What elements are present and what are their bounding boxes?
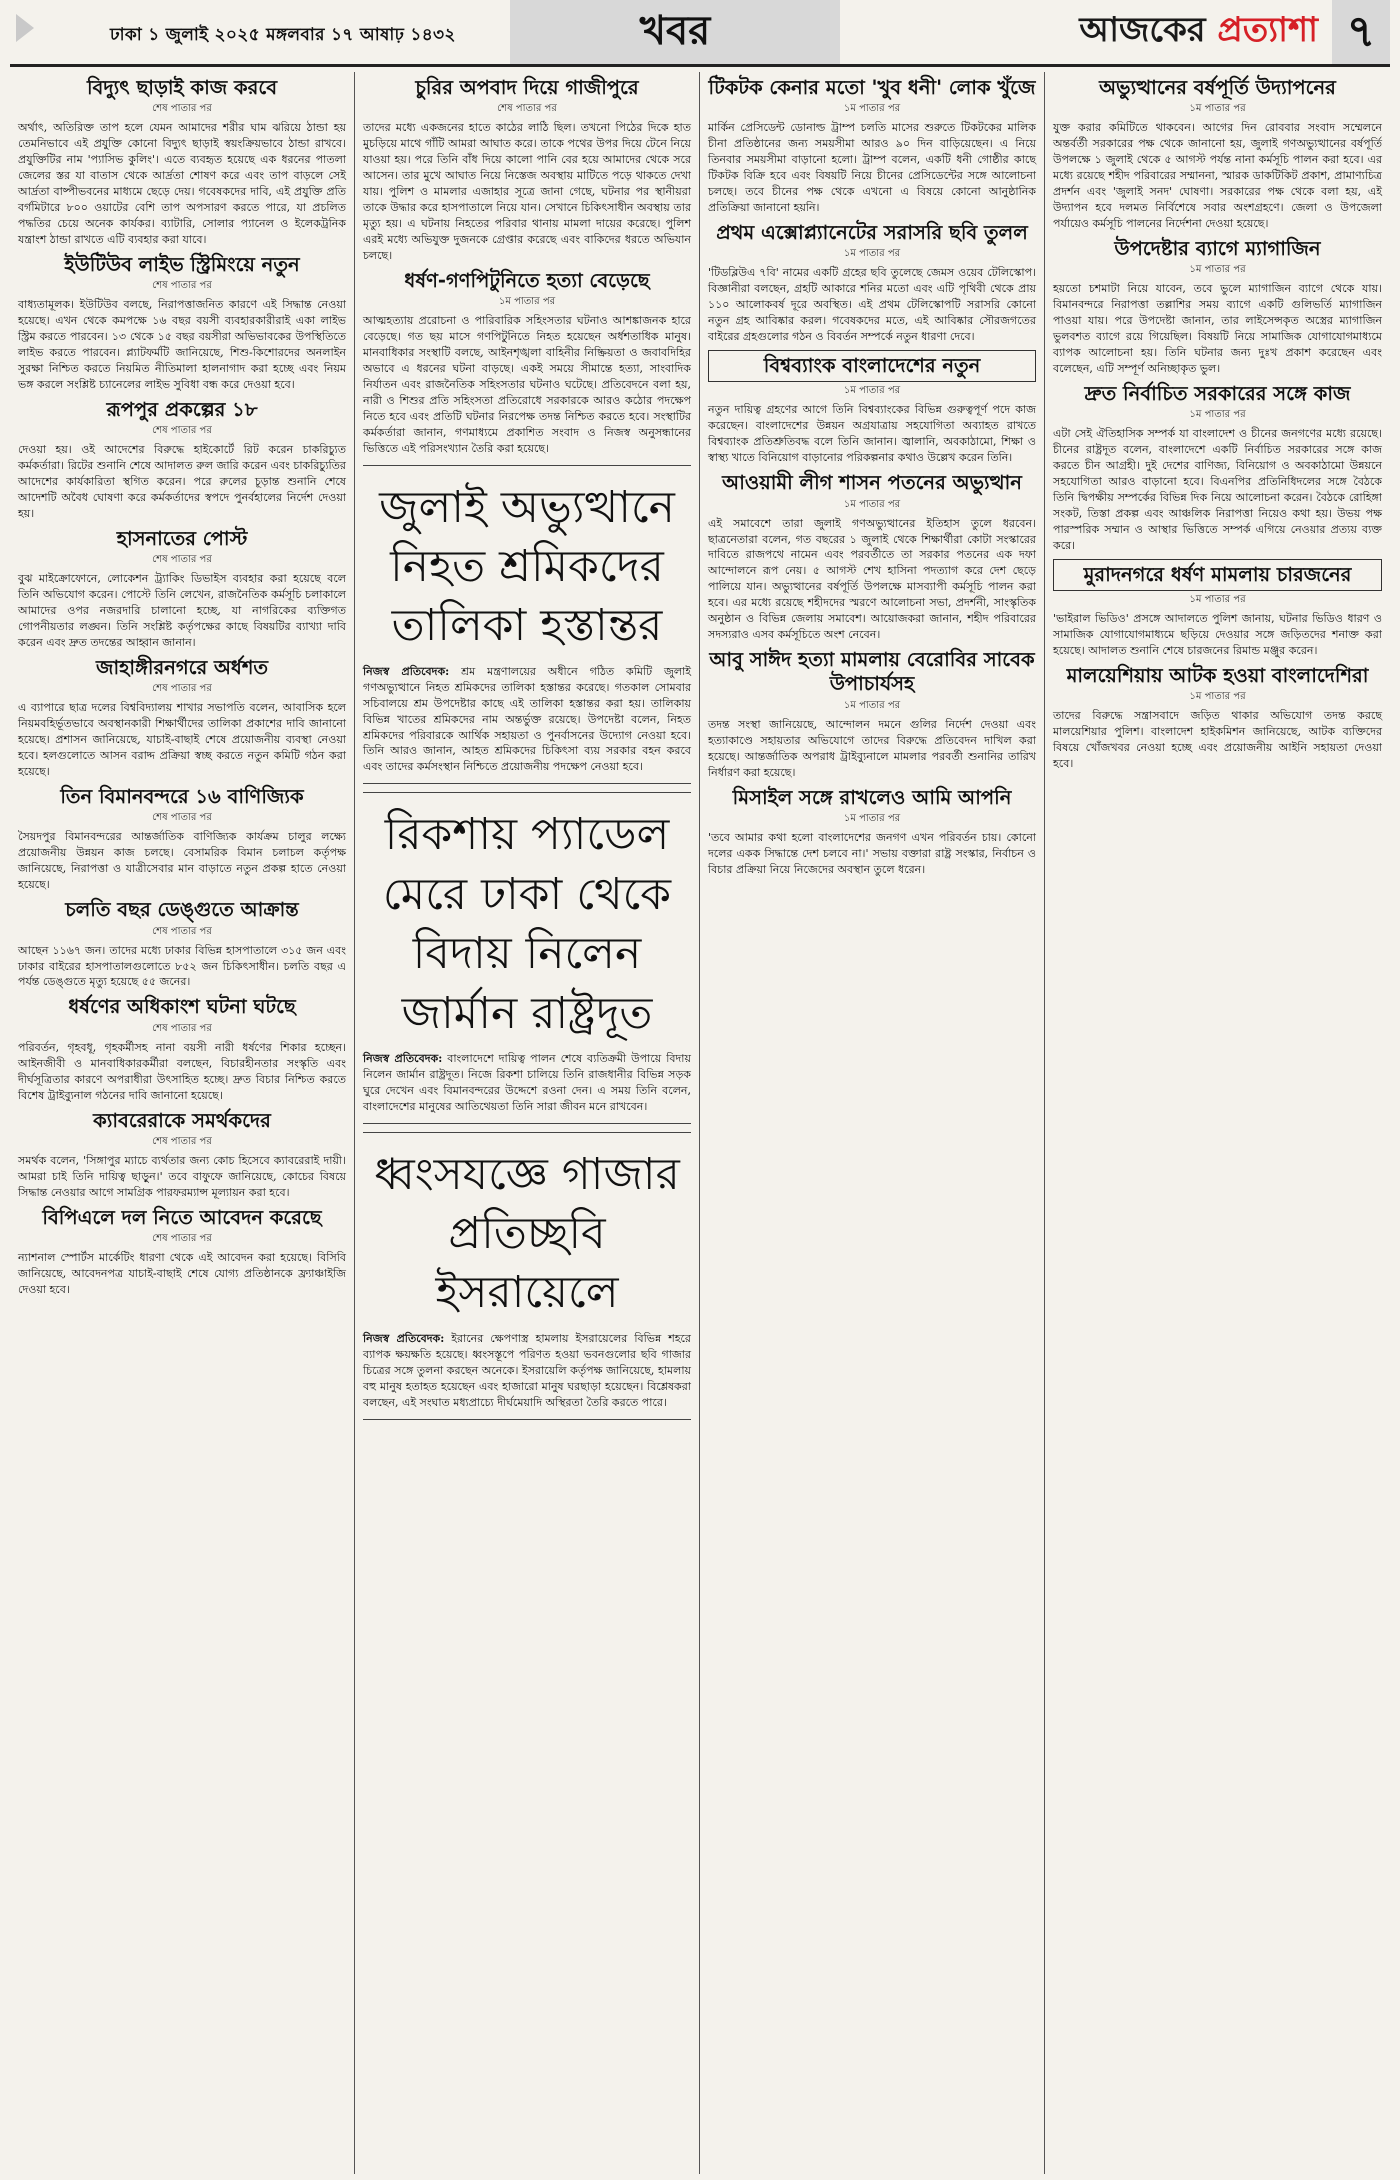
- story: [18, 995, 346, 1103]
- column-2: [355, 72, 700, 2174]
- continuation-note: শেষ পাতার পর: [152, 925, 212, 937]
- story: [1053, 664, 1382, 772]
- story: [363, 76, 691, 264]
- story-headline: ধর্ষণের অধিকাংশ ঘটনা ঘটছে: [68, 995, 296, 1019]
- article-columns: [10, 72, 1390, 2174]
- logo-part-2: প্রত্যাশা: [1217, 10, 1318, 50]
- story: [18, 1206, 346, 1298]
- continuation-note: ১ম পাতার পর: [843, 248, 901, 260]
- story-headline: দ্রুত নির্বাচিত সরকারের সঙ্গে কাজ: [1084, 381, 1351, 405]
- story-headline: বিদ্যুৎ ছাড়াই কাজ করবে: [86, 76, 278, 99]
- continuation-note: ১ম পাতার পর: [1189, 103, 1246, 115]
- logo-part-1: আজকের: [1079, 10, 1206, 50]
- feature-headline: রিকশায় প্যাডেল মেরে ঢাকা থেকে বিদায় নিলেন জার্মান রাষ্ট্রদূত: [382, 809, 672, 1039]
- section-title: খবর: [510, 0, 840, 64]
- story-body: সমর্থক বলেন, 'সিঙ্গাপুর ম্যাচে ব্যর্থতার জন্য কোচ হিসেবে ক্যাবরেরাই দায়ী। আমরা চাই তিনি দায়িত্ব ছাড়ুন।' তবে বাফুফে জানিয়েছে, কোচের বিষয়ে সিদ্ধান্ত নেওয়ার আগে সামগ্রিক পারফরম্যান্স মূল্যায়ন করা হবে।: [18, 1153, 346, 1199]
- continuation-note: ১ম পাতার পর: [843, 385, 901, 397]
- story-body: বাধ্যতামূলক। ইউটিউব বলছে, নিরাপত্তাজনিত কারণে এই সিদ্ধান্ত নেওয়া হয়েছে। এখন থেকে কমপক্ষে ১৬ বছর বয়সী ব্যবহারকারীরাই একা লাইভ স্ট্রিম করতে পারবেন। ১৩ থেকে ১৫ বছর বয়সীরা অভিভাবকের উপস্থিতিতে লাইভ করতে পারবেন। প্ল্যাটফর্মটি জানিয়েছে, শিশু-কিশোরদের অনলাইন সুরক্ষা নিশ্চিত করতে নিয়মিত নীতিমালা হালনাগাদ করা হচ্ছে এবং নিয়ম ভঙ্গ করলে সংশ্লিষ্ট চ্যানেলের লাইভ সুবিধা বন্ধ করে দেওয়া হবে।: [18, 298, 346, 391]
- feature-story: [363, 1132, 691, 1420]
- feature-body: [363, 1051, 691, 1115]
- story-headline: আবু সাঈদ হত্যা মামলায় বেরোবির সাবেক উপাচার্যসহ: [709, 648, 1035, 696]
- newspaper-logo: [1079, 6, 1318, 54]
- story: [18, 898, 346, 990]
- byline: নিজস্ব প্রতিবেদক:: [363, 1331, 445, 1345]
- story: [18, 527, 346, 651]
- story: [708, 221, 1036, 345]
- story: [18, 398, 346, 522]
- continuation-note: শেষ পাতার পর: [152, 812, 212, 824]
- story-body: আত্মহত্যায় প্ররোচনা ও পারিবারিক সহিংসতার ঘটনাও আশঙ্কাজনক হারে বেড়েছে। গত ছয় মাসে গণপিটুনিতে নিহত হয়েছেন অর্ধশতাধিক মানুষ। মানবাধিকার সংস্থাটি বলছে, আইনশৃঙ্খলা বাহিনীর নিষ্ক্রিয়তা ও জবাবদিহির অভাবে এ ধরনের ঘটনা বাড়ছে। একই সময়ে সীমান্তে হত্যা, সাংবাদিক নির্যাতন এবং রাজনৈতিক সহিংসতার ঘটনাও ঘটেছে। প্রতিবেদনে বলা হয়, নারী ও শিশুর প্রতি সহিংসতা প্রতিরোধে সরকারকে আরও কঠোর পদক্ষেপ নিতে হবে এবং প্রতিটি ঘটনার নিরপেক্ষ তদন্ত নিশ্চিত করতে হবে। সংস্থাটির কর্মকর্তারা জানান, গণমাধ্যমে প্রকাশিত সংবাদ ও নিজস্ব অনুসন্ধানের ভিত্তিতে এই পরিসংখ্যান তৈরি করা হয়েছে।: [363, 314, 691, 455]
- continuation-note: শেষ পাতার পর: [152, 1135, 212, 1147]
- story-headline: জাহাঙ্গীরনগরে অর্ধশত: [96, 656, 268, 679]
- story-body: পরিবর্তন, গৃহবধূ, গৃহকর্মীসহ নানা বয়সী নারী ধর্ষণের শিকার হচ্ছেন। আইনজীবী ও মানবাধিকারকর্মীরা বলছেন, বিচারহীনতার সংস্কৃতি এবং দীর্ঘসূত্রিতার কারণে অপরাধীরা উৎসাহিত হচ্ছে। দ্রুত বিচার নিশ্চিত করতে বিশেষ ট্রাইব্যুনাল গঠনের দাবি জানানো হয়েছে।: [18, 1040, 346, 1102]
- story-headline: আওয়ামী লীগ শাসন পতনের অভ্যুত্থান: [722, 471, 1022, 495]
- story-headline: ইউটিউব লাইভ স্ট্রিমিংয়ে নতুন: [64, 252, 300, 276]
- story: [708, 350, 1036, 466]
- column-1: [10, 72, 355, 2174]
- story: [708, 648, 1036, 781]
- continuation-note: শেষ পাতার পর: [152, 103, 212, 115]
- story-headline: রূপপুর প্রকল্পের ১৮: [106, 397, 258, 421]
- story-body: দেওয়া হয়। ওই আদেশের বিরুদ্ধে হাইকোর্টে রিট করেন চাকরিচ্যুত কর্মকর্তারা। রিটের শুনানি শেষে আদালত রুল জারি করেন এবং চাকরিচ্যুতির আদেশের কার্যকারিতা স্থগিত করেন। পরে রুলের চূড়ান্ত শুনানি শেষে আদেশটি অবৈধ ঘোষণা করে কর্মকর্তাদের স্বপদে পুনর্বহালের নির্দেশ দেওয়া হয়।: [18, 443, 346, 520]
- continuation-note: ১ম পাতার পর: [498, 296, 556, 308]
- continuation-note: শেষ পাতার পর: [152, 1233, 212, 1245]
- continuation-note: ১ম পাতার পর: [1189, 594, 1246, 606]
- byline: নিজস্ব প্রতিবেদক:: [363, 1051, 443, 1065]
- story: [1053, 382, 1382, 554]
- story: [708, 786, 1036, 878]
- feature-body: [363, 664, 691, 776]
- feature-headline: জুলাই অভ্যুত্থানে নিহত শ্রমিকদের তালিকা হস্তান্তর: [379, 481, 675, 652]
- continuation-note: শেষ পাতার পর: [152, 280, 212, 292]
- story-body: 'টিডব্লিউএ ৭বি' নামের একটি গ্রহের ছবি তুলেছে জেমস ওয়েব টেলিস্কোপ। বিজ্ঞানীরা বলছেন, গ্রহটি আকারে শনির মতো এবং এটি পৃথিবী থেকে প্রায় ১১০ আলোকবর্ষ দূরে অবস্থিত। এই প্রথম টেলিস্কোপটি সরাসরি কোনো নতুন গ্রহ আবিষ্কার করল। গবেষকদের মতে, এই আবিষ্কার সৌরজগতের বাইরের গ্রহগুলোর গঠন ও বিবর্তন সম্পর্কে নতুন ধারণা দেবে।: [708, 266, 1036, 344]
- story-headline: টিকটক কেনার মতো 'খুব ধনী' লোক খুঁজে: [708, 76, 1036, 99]
- feature-story: [363, 465, 691, 785]
- story-body: ন্যাশনাল স্পোর্টস মার্কেটিং ধারণা থেকে এই আবেদন করা হয়েছে। বিসিবি জানিয়েছে, আবেদনপত্র যাচাই-বাছাই শেষে যোগ্য প্রতিষ্ঠানকে ফ্র্যাঞ্চাইজি দেওয়া হবে।: [18, 1251, 346, 1296]
- story-headline: ক্যাবরেরাকে সমর্থকদের: [93, 1108, 271, 1132]
- continuation-note: শেষ পাতার পর: [152, 425, 212, 437]
- story-body: যুক্ত করার কমিটিতে থাকবেন। আগের দিন রোববার সংবাদ সম্মেলনে অন্তর্বর্তী সরকারের পক্ষ থেকে জানানো হয়, জুলাই গণঅভ্যুত্থানের বর্ষপূর্তি উপলক্ষে ১ জুলাই থেকে ৫ আগস্ট পর্যন্ত নানা কর্মসূচি পালন করা হবে। এর মধ্যে রয়েছে শহীদ পরিবারের সম্মাননা, স্মারক ডাকটিকিট প্রকাশ, প্রামাণ্যচিত্র প্রদর্শন এবং 'জুলাই সনদ' ঘোষণা। সরকারের পক্ষ থেকে বলা হয়, এই উদ্যাপন হবে দলমত নির্বিশেষে সবার অংশগ্রহণে। জেলা ও উপজেলা পর্যায়েও কর্মসূচি পালনের নির্দেশনা দেওয়া হয়েছে।: [1053, 121, 1382, 230]
- story-headline: মালয়েশিয়ায় আটক হওয়া বাংলাদেশিরা: [1066, 664, 1369, 687]
- story-body: আছেন ১১৬৭ জন। তাদের মধ্যে ঢাকার বিভিন্ন হাসপাতালে ৩১৫ জন এবং ঢাকার বাইরের হাসপাতালগুলোতে ৮৫২ জন চিকিৎসাধীন। চলতি বছর এ পর্যন্ত ডেঙ্গুতে মৃত্যু হয়েছে ৫৫ জনের।: [18, 943, 346, 989]
- story-headline: তিন বিমানবন্দরে ১৬ বাণিজ্যিক: [60, 785, 304, 809]
- story-headline: অভ্যুত্থানের বর্ষপূর্তি উদ্যাপনের: [1099, 76, 1336, 99]
- story-body: তদন্ত সংস্থা জানিয়েছে, আন্দোলন দমনে গুলির নির্দেশ দেওয়া এবং হত্যাকাণ্ডে সহায়তার অভিযোগে তাদের বিরুদ্ধে প্রতিবেদন দাখিল করা হয়েছে। আন্তর্জাতিক অপরাধ ট্রাইব্যুনালে মামলার পরবর্তী শুনানির তারিখ নির্ধারণ করা হয়েছে।: [708, 717, 1036, 779]
- story: [1053, 76, 1382, 232]
- story: [18, 656, 346, 780]
- story: [18, 1109, 346, 1201]
- feature-story: [363, 792, 691, 1123]
- masthead: [10, 0, 1390, 67]
- story-body: নতুন দায়িত্ব গ্রহণের আগে তিনি বিশ্বব্যাংকের বিভিন্ন গুরুত্বপূর্ণ পদে কাজ করেছেন। বাংলাদেশের উন্নয়ন অগ্রযাত্রায় সহযোগিতা অব্যাহত রাখতে বিশ্বব্যাংক প্রতিশ্রুতিবদ্ধ বলে তিনি জানান। জ্বালানি, অবকাঠামো, শিক্ষা ও স্বাস্থ্য খাতে বিনিয়োগ বাড়ানোর পরিকল্পনার কথাও উল্লেখ করেন তিনি।: [708, 403, 1036, 465]
- feature-headline: ধ্বংসযজ্ঞে গাজার প্রতিচ্ছবি ইসরায়েলে: [374, 1148, 680, 1319]
- story-headline: প্রথম এক্সোপ্ল্যানেটের সরাসরি ছবি তুলল: [716, 221, 1028, 244]
- feature-text: ইরানের ক্ষেপণাস্ত্র হামলায় ইসরায়েলের বিভিন্ন শহরে ব্যাপক ক্ষয়ক্ষতি হয়েছে। ধ্বংসস্তূপে পরিণত হওয়া ভবনগুলোর ছবি গাজার চিত্রের সঙ্গে তুলনা করছেন অনেকে। ইসরায়েলি কর্তৃপক্ষ জানিয়েছে, হামলায় বহু মানুষ হতাহত হয়েছেন এবং হাজারো মানুষ ঘরছাড়া হয়েছেন। বিশ্লেষকরা বলছেন, এই সংঘাত মধ্যপ্রাচ্যে দীর্ঘমেয়াদি অস্থিরতা তৈরি করতে পারে।: [363, 1331, 691, 1409]
- story: [708, 76, 1036, 216]
- story-body: মার্কিন প্রেসিডেন্ট ডোনাল্ড ট্রাম্প চলতি মাসের শুরুতে টিকটকের মালিক চীনা প্রতিষ্ঠানের জন্য সময়সীমা আরও ৯০ দিন বাড়িয়েছেন। এ নিয়ে তিনবার সময়সীমা বাড়ানো হলো। ট্রাম্প বলেন, একটি ধনী গোষ্ঠীর কাছে টিকটক বিক্রি হবে এবং বিষয়টি নিয়ে চীনের প্রেসিডেন্টের সঙ্গে আলোচনা চলছে। তবে চীনের পক্ষ থেকে এখনো এ বিষয়ে কোনো আনুষ্ঠানিক প্রতিক্রিয়া জানানো হয়নি।: [708, 121, 1036, 215]
- story-headline: ধর্ষণ-গণপিটুনিতে হত্যা বেড়েছে: [404, 268, 650, 292]
- story-body: অর্থাৎ, অতিরিক্ত তাপ হলে যেমন আমাদের শরীর ঘাম ঝরিয়ে ঠান্ডা হয় তেমনিভাবে এই প্রযুক্তি কোনো বিদ্যুৎ ছাড়াই স্বয়ংক্রিয়ভাবে ঠান্ডা রাখবে। প্রযুক্তিটির নাম 'প্যাসিভ কুলিং'। এতে ব্যবহৃত হয়েছে এক ধরনের পাতলা জেলের স্তর যা বাতাস থেকে আর্দ্রতা শোষণ করে এবং তাপ বাড়লে সেই আর্দ্রতা বাষ্পীভবনের মাধ্যমে ছেড়ে দেয়। গবেষকদের দাবি, এই প্রযুক্তি প্রতি বর্গমিটারে ৮০০ ওয়াটের বেশি তাপ অপসারণ করতে পারে, যা প্রচলিত পদ্ধতির চেয়ে অনেক কার্যকর। ব্যাটারি, সোলার প্যানেল ও ইলেকট্রনিক যন্ত্রাংশ ঠান্ডা রাখতে এটি ব্যবহার করা যাবে।: [18, 121, 346, 246]
- continuation-note: ১ম পাতার পর: [843, 498, 901, 510]
- story-headline: চুরির অপবাদ দিয়ে গাজীপুরে: [415, 76, 639, 99]
- feature-body: [363, 1331, 691, 1411]
- column-4: [1045, 72, 1390, 2174]
- story: [18, 253, 346, 393]
- story-headline: মুরাদনগরে ধর্ষণ মামলায় চারজনের: [1053, 559, 1382, 591]
- story-body: বুঝ মাইক্রোফোনে, লোকেশন ট্র্যাকিং ডিভাইস ব্যবহার করা হয়েছে বলে তিনি অভিযোগ করেন। পোস্টে তিনি লেখেন, রাজনৈতিক কর্মসূচি চলাকালে আমাদের ওপর নজরদারি চালানো হচ্ছে, যা নাগরিকের ব্যক্তিগত গোপনীয়তার লঙ্ঘন। তিনি সংশ্লিষ্ট কর্তৃপক্ষের কাছে বিষয়টির ব্যাখ্যা দাবি করেন এবং দ্রুত তদন্তের আহ্বান জানান।: [18, 572, 346, 650]
- continuation-note: ১ম পাতার পর: [1189, 691, 1246, 703]
- continuation-note: শেষ পাতার পর: [152, 554, 212, 566]
- story-body: হয়তো চশমাটা নিয়ে যাবেন, তবে ভুলে ম্যাগাজিন ব্যাগে থেকে যায়। বিমানবন্দরে নিরাপত্তা তল্লাশির সময় ব্যাগে একটি গুলিভর্তি ম্যাগাজিন পাওয়া যায়। পরে উপদেষ্টা জানান, তার লাইসেন্সকৃত অস্ত্রের ম্যাগাজিন ভুলবশত ব্যাগে রয়ে গিয়েছিল। বিষয়টি নিয়ে সামাজিক যোগাযোগমাধ্যমে ব্যাপক আলোচনা হয়। তিনি ঘটনার জন্য দুঃখ প্রকাশ করেছেন এবং বলেছেন, এটি সম্পূর্ণ অনিচ্ছাকৃত ভুল।: [1053, 282, 1382, 375]
- story-body: তাদের বিরুদ্ধে সন্ত্রাসবাদে জড়িত থাকার অভিযোগ তদন্ত করছে মালয়েশিয়ার পুলিশ। বাংলাদেশ হাইকমিশন জানিয়েছে, আটক ব্যক্তিদের বিষয়ে খোঁজখবর নেওয়া হচ্ছে এবং প্রয়োজনীয় আইনি সহায়তা দেওয়া হবে।: [1053, 709, 1382, 771]
- story-headline: মিসাইল সঙ্গে রাখলেও আমি আপনি: [732, 785, 1012, 809]
- page-number: ৭: [1332, 0, 1390, 64]
- story: [1053, 559, 1382, 659]
- continuation-note: ১ম পাতার পর: [843, 103, 901, 115]
- continuation-note: ১ম পাতার পর: [843, 812, 901, 824]
- feature-text: শ্রম মন্ত্রণালয়ের অধীনে গঠিত কমিটি জুলাই গণঅভ্যুত্থানে নিহত শ্রমিকদের তালিকা হস্তান্তর করেছে। গতকাল সোমবার সচিবালয়ে শ্রম উপদেষ্টার কাছে এই তালিকা হস্তান্তর করা হয়। তালিকায় বিভিন্ন খাতের শ্রমিকদের নাম অন্তর্ভুক্ত রয়েছে। উপদেষ্টা বলেন, নিহত শ্রমিকদের পরিবারকে আর্থিক সহায়তা ও পুনর্বাসনের উদ্যোগ নেওয়া হবে। তিনি আরও জানান, আহত শ্রমিকদের চিকিৎসা ব্যয় সরকার বহন করবে এবং তাদের কর্মসংস্থান নিশ্চিতে প্রয়োজনীয় পদক্ষেপ নেওয়া হবে।: [363, 664, 691, 774]
- story-headline: চলতি বছর ডেঙ্গুতে আক্রান্ত: [65, 898, 299, 922]
- story-body: এই সমাবেশে তারা জুলাই গণঅভ্যুত্থানের ইতিহাস তুলে ধরবেন। ছাত্রনেতারা বলেন, গত বছরের ১ জুলাই থেকে শিক্ষার্থীরা কোটা সংস্কারের দাবিতে রাজপথে নামেন এবং পরবর্তীতে তা সরকার পতনের এক দফা আন্দোলনে রূপ নেয়। ৫ আগস্ট শেখ হাসিনা পদত্যাগ করে দেশ ছেড়ে পালিয়ে যান। অভ্যুত্থানের বর্ষপূর্তি উপলক্ষে মাসব্যাপী কর্মসূচি পালন করা হবে। এর মধ্যে রয়েছে শহীদদের স্মরণে আলোচনা সভা, প্রদর্শনী, সাংস্কৃতিক অনুষ্ঠান ও বিভিন্ন জেলায় সমাবেশ। আয়োজকরা জানান, শহীদ পরিবারের সদস্যরাও এসব কর্মসূচিতে অংশ নেবেন।: [708, 516, 1036, 642]
- continuation-note: শেষ পাতার পর: [152, 683, 212, 695]
- continuation-note: ১ম পাতার পর: [1189, 264, 1246, 276]
- feature-text: বাংলাদেশে দায়িত্ব পালন শেষে ব্যতিক্রমী উপায়ে বিদায় নিলেন জার্মান রাষ্ট্রদূত। নিজে রিকশা চালিয়ে তিনি রাজধানীর বিভিন্ন সড়ক ঘুরে দেখেন এবং বিমানবন্দরের উদ্দেশে রওনা দেন। এ সময় তিনি বলেন, বাংলাদেশের মানুষের আতিথেয়তা তিনি সারা জীবন মনে রাখবেন।: [363, 1051, 691, 1113]
- arrow-right-icon: [16, 14, 34, 42]
- story: [363, 269, 691, 457]
- story-headline: উপদেষ্টার ব্যাগে ম্যাগাজিন: [1114, 236, 1321, 260]
- story: [708, 471, 1036, 643]
- story: [18, 785, 346, 893]
- story-body: 'ভাইরাল ভিডিও' প্রসঙ্গে আদালতে পুলিশ জানায়, ঘটনার ভিডিও ধারণ ও সামাজিক যোগাযোগমাধ্যমে ছড়িয়ে দেওয়ার সঙ্গে জড়িতদের শনাক্ত করা হয়েছে। আদালত শুনানি শেষে চারজনের রিমান্ড মঞ্জুর করেন।: [1053, 612, 1382, 658]
- continuation-note: শেষ পাতার পর: [152, 1022, 212, 1034]
- continuation-note: ১ম পাতার পর: [1189, 409, 1246, 421]
- story-headline: হাসনাতের পোস্ট: [116, 526, 248, 550]
- column-3: [700, 72, 1045, 2174]
- story-body: এটা সেই ঐতিহাসিক সম্পর্ক যা বাংলাদেশ ও চীনের জনগণের মধ্যে রয়েছে। চীনের রাষ্ট্রদূত বলেন, বাংলাদেশে একটি নির্বাচিত সরকারের সঙ্গে কাজ করতে চীন আগ্রহী। দুই দেশের বাণিজ্য, বিনিয়োগ ও অবকাঠামো উন্নয়নে সহযোগিতা আরও বাড়ানো হবে। বিএনপির প্রতিনিধিদলের সঙ্গে বৈঠকে তিনি দ্বিপক্ষীয় সম্পর্কের বিভিন্ন দিক নিয়ে আলোচনা করেন। বৈঠকে রোহিঙ্গা সংকট, তিস্তা প্রকল্প এবং আঞ্চলিক নিরাপত্তা নিয়েও কথা হয়। উভয় পক্ষ পারস্পরিক সম্মান ও আস্থার ভিত্তিতে সম্পর্ক এগিয়ে নেওয়ার প্রত্যয় ব্যক্ত করে।: [1053, 427, 1382, 552]
- byline: নিজস্ব প্রতিবেদক:: [363, 664, 450, 678]
- story-body: তাদের মধ্যে একজনের হাতে কাঠের লাঠি ছিল। তখনো পিঠের দিকে হাত মুচড়িয়ে মাথে গাঁটি আমরা আঘাত করে। তাকে পথের উপর দিয়ে টেনে নিয়ে যাওয়া হয়। পরে তিনি বাঁধ দিয়ে কালো পানি বের হয়ে আমাদের থেকে সরে আসেন। তার মুখে আঘাত নিয়ে নিস্তেজ অবস্থায় মাটিতে পড়ে থাকতে দেখা যায়। পুলিশ ও মামলার এজাহার সূত্রে জানা গেছে, ঘটনার পর স্থানীয়রা তাকে উদ্ধার করে হাসপাতালে নিয়ে যান। সেখানে চিকিৎসাধীন অবস্থায় তার মৃত্যু হয়। এ ঘটনায় নিহতের পরিবার থানায় মামলা দায়ের করেছে। পুলিশ এরই মধ্যে অভিযুক্ত দুজনকে গ্রেপ্তার করেছে এবং বাকিদের ধরতে অভিযান চলছে।: [363, 121, 691, 262]
- story-headline: বিশ্বব্যাংক বাংলাদেশের নতুন: [708, 350, 1036, 382]
- continuation-note: ১ম পাতার পর: [843, 699, 901, 711]
- story: [18, 76, 346, 248]
- story: [1053, 237, 1382, 377]
- story-body: 'তবে আমার কথা হলো বাংলাদেশের জনগণ এখন পরিবর্তন চায়। কোনো দলের একক সিদ্ধান্তে দেশ চলবে না।' সভায় বক্তারা রাষ্ট্র সংস্কার, নির্বাচন ও বিচার প্রক্রিয়া নিয়ে নিজেদের অবস্থান তুলে ধরেন।: [708, 830, 1036, 876]
- dateline: ঢাকা ১ জুলাই ২০২৫ মঙ্গলবার ১৭ আষাঢ় ১৪৩২: [110, 25, 456, 45]
- story-headline: বিপিএলে দল নিতে আবেদন করেছে: [42, 1205, 322, 1229]
- story-body: সৈয়দপুর বিমানবন্দরের আন্তর্জাতিক বাণিজ্যিক কার্যক্রম চালুর লক্ষ্যে প্রয়োজনীয় উন্নয়ন কাজ চলছে। বেসামরিক বিমান চলাচল কর্তৃপক্ষ জানিয়েছে, নিরাপত্তা ও যাত্রীসেবার মান বাড়াতে নতুন প্রকল্প হাতে নেওয়া হয়েছে।: [18, 830, 346, 892]
- story-body: এ ব্যাপারে ছাত্র দলের বিশ্ববিদ্যালয় শাখার সভাপতি বলেন, আবাসিক হলে নিয়মবহির্ভূতভাবে অবস্থানকারী শিক্ষার্থীদের তালিকা প্রকাশের দাবি জানানো হয়েছে। প্রশাসন জানিয়েছে, যাচাই-বাছাই শেষে প্রয়োজনীয় ব্যবস্থা নেওয়া হবে। হলগুলোতে আসন বরাদ্দ প্রক্রিয়া স্বচ্ছ করতে নতুন কমিটি গঠন করা হয়েছে।: [18, 701, 346, 779]
- continuation-note: শেষ পাতার পর: [497, 103, 557, 115]
